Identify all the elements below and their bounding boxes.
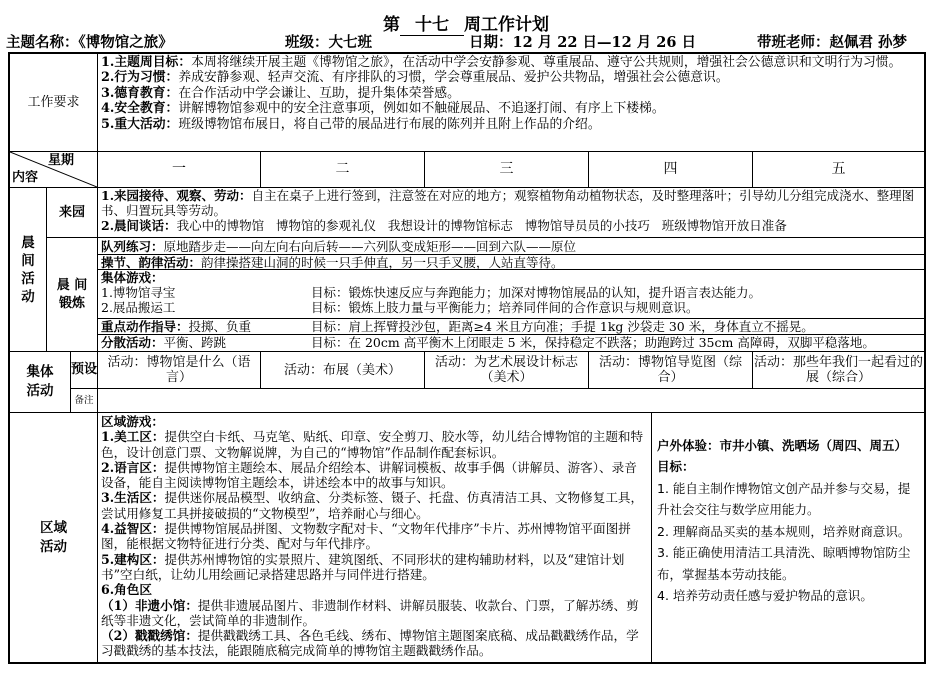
day-wednesday: 三 (499, 161, 514, 177)
content-label: 内容 (12, 170, 39, 185)
exercise-label: 晨 间 锻炼 (56, 277, 88, 311)
plan-label: 预设 (71, 362, 97, 377)
day-monday: 一 (172, 161, 186, 177)
requirement-item: 1.主题周目标：本周将继续开展主题《博物馆之旅》，在活动中学会安静参观、尊重展品、遵守公共规则，增强社会公德意识和文明行为习惯。 (101, 55, 902, 70)
morning-label: 晨 间 活 动 (21, 234, 35, 305)
group-activity-label: 集体 活动 (26, 364, 54, 399)
outdoor-experience (654, 433, 922, 661)
requirements-label: 工作要求 (27, 95, 80, 110)
week-label: 星期 (48, 153, 75, 168)
area-zones: 区域游戏： 1.美工区：提供空白卡纸、马克笔、贴纸、印章、安全剪刀、胶水等，幼儿结合博物馆的主题和特色，设计创意门票、文物解说牌，为自己的“博物馆”作品制作配套标识。 2.语言区：提供博物馆主题绘本、展品介绍绘本、讲解词模板、故事手偶（讲解员、游客）、录音设备，能自主阅读博物馆主题绘本，讲述绘本中的故事与知识。 3.生活区：提供迷你展品模型、收纳盒、分类标签、镊子、托盘、仿真清洁工具、文物修复工具，尝试用修复工具拼接破损的“文物模型”，培养耐心与细心。 4.益智区：提供博物馆展品拼图、文物数字配对卡、“文物年代排序”卡片、苏州博物馆平面图拼图，能根据文物特征进行分类、配对与年代排序。 5.建构区：提供苏州博物馆的实景照片、建筑图纸、不同形状的建构辅助材料，以及“建馆计划书”空白纸，让幼儿用绘画记录搭建思路并与同伴进行搭建。 6.角色区 （1）非遗小馆：提供非遗展品图片、非遗制作材料、讲解员服装、收款台、门票，了解苏绣、剪纸等非遗文化，尝试简单的非遗制作。 （2）戳戳绣馆：提供戳戳绣工具、各色毛线、绣布、博物馆主题图案底稿、成品戳戳绣作品，学习戳戳绣的基本技法，能跟随底稿完成简单的博物馆主题戳戳绣作品。 (98, 413, 651, 663)
plan-tuesday: 活动：布展（美术） (283, 362, 401, 378)
formation-practice: 队列练习：原地踏步走——向左向右向后转——六列队变成矩形——回到六队——原位 (101, 239, 577, 254)
requirement-item: 4.安全教育：讲解博物馆参观中的安全注意事项，例如如不触碰展品、不追逐打闹、有序上下楼梯。 (101, 101, 665, 117)
note-label: 备注 (74, 395, 94, 406)
zone-item: 1.美工区：提供空白卡纸、马克笔、贴纸、印章、安全剪刀、胶水等，幼儿结合博物馆的主题和特色，设计创意门票、文物解说牌，为自己的“博物馆”作品制作配套标识。 (101, 429, 644, 460)
group-games: 集体游戏： 1.博物馆寻宝 目标：锻炼快速反应与奔跑能力；加深对博物馆展品的认知，提升语言表达能力。 2.展品搬运工 目标：锻炼上肢力量与平衡能力；培养同伴间的合作意识与规则意识。 (101, 270, 762, 315)
teacher-names: 带班老师：赵佩君 孙梦 (757, 34, 908, 51)
zone-item: 3.生活区：提供迷你展品模型、收纳盒、分类标签、镊子、托盘、仿真清洁工具、文物修复工具，尝试用修复工具拼接破损的“文物模型”，培养耐心与细心。 (101, 490, 644, 521)
plan-friday: 活动：那些年我们一起看过的展（综合） (754, 355, 923, 385)
title-prefix: 第 (383, 15, 400, 35)
class-name: 班级：大七班 (285, 34, 372, 51)
title-suffix: 周工作计划 (464, 15, 549, 35)
day-thursday: 四 (663, 161, 678, 177)
arrival-label: 来园 (58, 205, 85, 220)
zone-item: 6.角色区 (101, 582, 152, 598)
zone-item: 2.语言区：提供博物馆主题绘本、展品介绍绘本、讲解词模板、故事手偶（讲解员、游客）、录音设备，能自主阅读博物馆主题绘本，讲述绘本中的故事与知识。 (101, 459, 637, 491)
requirements-content (98, 54, 924, 151)
goal-title: 目标： (657, 459, 695, 474)
day-tuesday: 二 (335, 161, 350, 177)
requirement-item: 3.德育教育：在合作活动中学会谦让、互助，提升集体荣誉感。 (101, 85, 460, 101)
goal-item: 1. 能自主制作博物馆文创产品并参与交易，提升社会交往与数学应用能力。 (657, 480, 911, 517)
zone-item: 5.建构区：提供苏州博物馆的实景照片、建筑图纸、不同形状的建构辅助材料，以及“建馆计划书”空白纸，让幼儿用绘画记录搭建思路并与同伴进行搭建。 (101, 551, 625, 582)
date-range: 日期：12 月 22 日—12 月 26 日 (469, 34, 697, 51)
plan-wednesday: 活动：为艺术展设计标志（美术） (434, 355, 578, 385)
rhythm-activity: 操节、韵律活动：韵律操搭建山洞的时候一只手伸直，另一只手叉腰，人站直等待。 (101, 255, 564, 269)
theme-name: 主题名称：《博物馆之旅》 (6, 34, 173, 51)
requirement-item: 5.重大活动：班级博物馆布展日，将自己带的展品进行布展的陈列并且附上作品的介绍。 (101, 116, 601, 132)
goal-item: 3. 能正确使用清洁工具清洗、晾晒博物馆防尘布，掌握基本劳动技能。 (657, 545, 911, 582)
area-activity-label: 区域 活动 (40, 520, 67, 555)
day-friday: 五 (831, 161, 846, 177)
zone-item: 4.益智区：提供博物馆展品拼图、文物数字配对卡、“文物年代排序”卡片、苏州博物馆平面图拼图，能根据文物特征进行分类、配对与年代排序。 (101, 521, 631, 552)
zone-item: （1）非遗小馆：提供非遗展品图片、非遗制作材料、讲解员服装、收款台、门票，了解苏绣、剪纸等非遗文化，尝试简单的非遗制作。 (101, 597, 639, 628)
plan-thursday: 活动：博物馆导览图（综合） (598, 355, 742, 385)
goal-item: 4. 培养劳动责任感与爱护物品的意识。 (657, 588, 873, 603)
outdoor-title: 户外体验：市井小镇、洗晒场（周四、周五） (657, 438, 908, 453)
goal-item: 2. 理解商品买卖的基本规则，培养财商意识。 (657, 523, 911, 539)
zone-item: （2）戳戳绣馆：提供戳戳绣工具、各色毛线、绣布、博物馆主题图案底稿、成品戳戳绣作品，学习戳戳绣的基本技法，能跟随底稿完成简单的博物馆主题戳戳绣作品。 (101, 628, 639, 659)
plan-monday: 活动：博物馆是什么（语言） (107, 355, 251, 385)
arrival-content: 1.来园接待、观察、劳动：自主在桌子上进行签到，注意签在对应的地方；观察植物角动植物状态，及时整理落叶；引导幼儿分组完成浇水、整理图书、归置玩具等劳动。 2.晨间谈话：我心中的博物馆 博物馆的参观礼仪 我想设计的博物馆标志 博物馆导员员的小技巧 班级博物馆开放日准备 (101, 188, 915, 233)
split-activity: 分散活动：平衡、跨跳 目标：在 20cm 高平衡木上闭眼走 5 米，保持稳定不跌落；助跑跨过 35cm 高障碍，双脚平稳落地。 (101, 335, 875, 350)
week-number: 十七 (400, 10, 464, 36)
requirement-item: 2.行为习惯：养成安静参观、轻声交流、有序排队的习惯，学会尊重展品、爱护公共物品，增强社会公德意识。 (101, 70, 729, 86)
key-movement: 重点动作指导：投掷、负重 目标：肩上挥臂投沙包，距离≥4 米且方向准；手提 1kg 沙袋走 30 米，身体直立不摇晃。 (101, 319, 814, 334)
